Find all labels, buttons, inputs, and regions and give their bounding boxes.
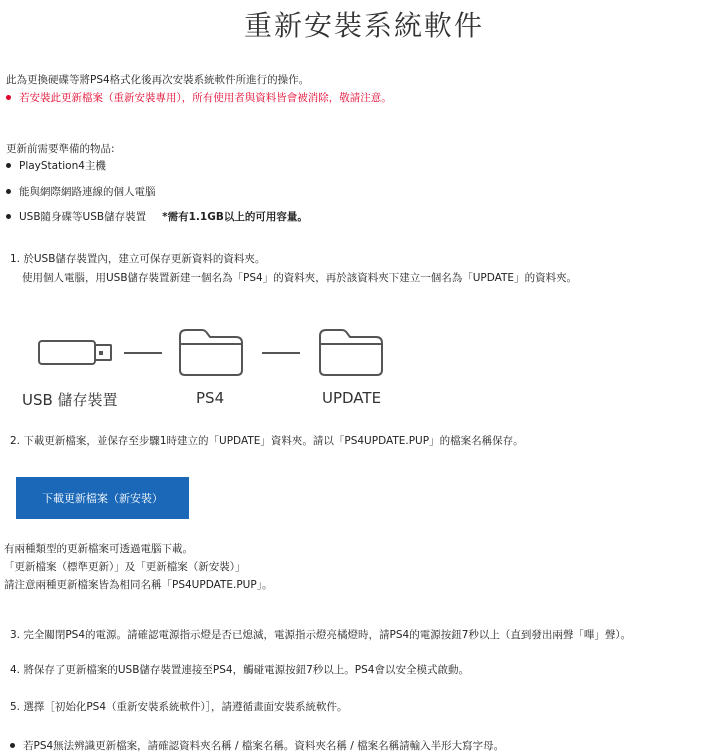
intro-text: 此為更換硬碟等將PS4格式化後再次安裝系統軟件所進行的操作。 bbox=[6, 74, 310, 86]
connector-line bbox=[262, 352, 300, 354]
step-1-title: 1. 於USB儲存裝置內，建立可保存更新資料的資料夾。 bbox=[10, 253, 266, 265]
prep-item bbox=[6, 209, 308, 224]
page-title: 重新安裝系統軟件 bbox=[243, 9, 484, 42]
warning-text: 若安裝此更新檔案（重新安裝專用），所有使用者與資料皆會被消除，敬請注意。 bbox=[19, 92, 392, 104]
warning-item bbox=[6, 90, 392, 105]
prep-item bbox=[6, 184, 156, 199]
connector-line bbox=[124, 352, 162, 354]
bullet-icon bbox=[6, 214, 11, 219]
step-5-text: 5. 選擇［初始化PS4（重新安裝系統軟件）］，請遵循畫面安裝系統軟件。 bbox=[10, 701, 348, 713]
prep-item-label: 能與網際網路連線的個人電腦 bbox=[19, 186, 156, 198]
prep-heading: 更新前需要準備的物品: bbox=[6, 143, 115, 155]
bullet-icon bbox=[6, 95, 11, 100]
download-update-button[interactable]: 下載更新檔案（新安裝） bbox=[16, 477, 189, 519]
note-item bbox=[10, 738, 504, 753]
prep-note: *需有1.1GB以上的可用容量。 bbox=[162, 211, 308, 223]
types-line-1: 有兩種類型的更新檔案可透過電腦下載。 bbox=[4, 543, 193, 555]
step-4-text: 4. 將保存了更新檔案的USB儲存裝置連接至PS4，觸碰電源按鈕7秒以上。PS4會以安全模式啟動。 bbox=[10, 664, 469, 676]
prep-item-label: PlayStation4主機 bbox=[19, 160, 106, 172]
bottom-note-text: 若PS4無法辨識更新檔案，請確認資料夾名稱 / 檔案名稱。資料夾名稱 / 檔案名稱請輸入半形大寫字母。 bbox=[23, 740, 505, 752]
step-3-text: 3. 完全關閉PS4的電源。請確認電源指示燈是否已熄滅，電源指示燈亮橘燈時，請PS4的電源按鈕7秒以上（直到發出兩聲「嗶」聲）。 bbox=[10, 629, 632, 641]
usb-label: USB 儲存裝置 bbox=[22, 391, 118, 409]
bullet-icon bbox=[6, 163, 11, 168]
prep-item-label: USB隨身碟等USB儲存裝置 bbox=[19, 211, 147, 223]
types-line-2: 「更新檔案（標準更新）」及「更新檔案（新安裝）」 bbox=[4, 561, 246, 573]
prep-item bbox=[6, 158, 106, 173]
bullet-icon bbox=[10, 743, 15, 748]
step-2-text: 2. 下載更新檔案，並保存至步驟1時建立的「UPDATE」資料夾。請以「PS4UPDATE.PUP」的檔案名稱保存。 bbox=[10, 435, 524, 447]
step-1-detail: 使用個人電腦，用USB儲存裝置新建一個名為「PS4」的資料夾，再於該資料夾下建立一個名為「UPDATE」的資料夾。 bbox=[22, 272, 578, 284]
types-line-3: 請注意兩種更新檔案皆為相同名稱「PS4UPDATE.PUP」。 bbox=[4, 579, 273, 591]
folder-icon bbox=[316, 326, 386, 378]
update-folder-label: UPDATE bbox=[322, 389, 382, 407]
bullet-icon bbox=[6, 189, 11, 194]
ps4-folder-label: PS4 bbox=[196, 389, 225, 407]
folder-icon bbox=[176, 326, 246, 378]
